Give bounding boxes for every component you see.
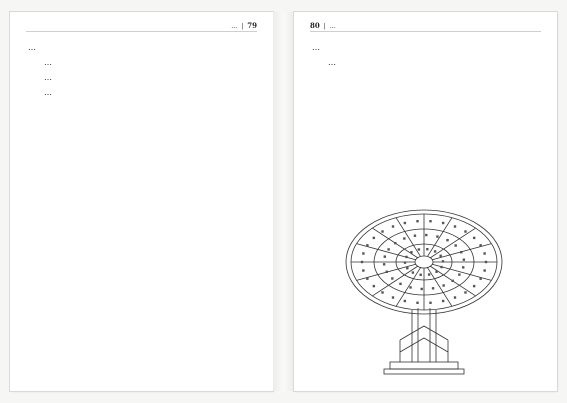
type-character-mark <box>412 271 414 273</box>
left-running-head-title: … <box>231 23 238 30</box>
type-character-mark <box>454 225 456 227</box>
type-character-mark <box>460 251 462 253</box>
type-character-mark <box>404 222 406 224</box>
type-character-mark <box>442 284 444 286</box>
right-head-rule <box>310 31 541 32</box>
right-page-number: 80 <box>310 21 320 30</box>
paragraph: … <box>44 88 52 97</box>
type-character-mark <box>362 252 364 254</box>
type-character-mark <box>418 248 420 250</box>
paragraph: … <box>312 43 320 52</box>
type-wheel-drawing <box>346 210 502 374</box>
type-character-mark <box>394 242 396 244</box>
base-brace-lower <box>400 338 448 352</box>
type-character-mark <box>425 234 427 236</box>
type-character-mark <box>410 251 412 253</box>
type-character-mark <box>416 302 418 304</box>
type-character-mark <box>429 220 431 222</box>
type-character-mark <box>428 273 430 275</box>
type-character-mark <box>392 225 394 227</box>
type-character-mark <box>373 237 375 239</box>
type-character-mark <box>464 230 466 232</box>
type-character-mark <box>458 273 460 275</box>
paragraph: … <box>328 58 336 67</box>
left-head-rule <box>26 31 257 32</box>
type-character-mark <box>366 277 368 279</box>
left-page-number: 79 <box>247 21 257 30</box>
type-character-mark <box>454 296 456 298</box>
type-character-mark <box>440 266 442 268</box>
right-running-head <box>310 21 336 30</box>
left-running-head <box>231 21 257 30</box>
left-page <box>10 12 273 391</box>
right-body-text <box>312 40 541 70</box>
wheel-spoke <box>427 218 451 257</box>
type-character-mark <box>386 271 388 273</box>
type-character-mark <box>406 267 408 269</box>
right-running-head-title: … <box>329 23 336 30</box>
wheel-spoke <box>430 228 475 258</box>
head-separator: | <box>241 23 244 30</box>
type-character-mark <box>383 263 385 265</box>
type-character-mark <box>409 286 411 288</box>
wheel-spokes <box>351 214 497 310</box>
head-separator: | <box>323 23 326 30</box>
type-character-mark <box>361 261 363 263</box>
wheel-spoke <box>427 268 451 307</box>
type-character-mark <box>403 237 405 239</box>
type-character-mark <box>362 269 364 271</box>
type-character-mark <box>434 250 436 252</box>
right-page <box>294 12 557 391</box>
wheel-hub <box>415 256 433 268</box>
type-character-mark <box>392 296 394 298</box>
type-character-mark <box>381 230 383 232</box>
type-character-mark <box>454 244 456 246</box>
type-character-mark <box>463 258 465 260</box>
type-character-mark <box>435 271 437 273</box>
base-foot <box>384 369 464 374</box>
type-character-mark <box>387 248 389 250</box>
type-character-mark <box>442 222 444 224</box>
wheel-spoke <box>396 218 420 257</box>
type-character-mark <box>405 256 407 258</box>
type-character-mark <box>442 260 444 262</box>
left-body-text <box>28 40 257 100</box>
type-character-mark <box>451 280 453 282</box>
type-character-mark <box>373 285 375 287</box>
type-character-mark <box>483 252 485 254</box>
type-character-mark <box>442 300 444 302</box>
type-character-mark <box>399 283 401 285</box>
book-gutter <box>273 12 294 391</box>
type-character-mark <box>462 266 464 268</box>
type-character-mark <box>429 302 431 304</box>
type-character-mark <box>426 248 428 250</box>
wheel-spoke <box>372 266 417 296</box>
type-character-mark <box>483 269 485 271</box>
type-character-mark <box>446 239 448 241</box>
type-character-mark <box>473 285 475 287</box>
type-character-mark <box>381 291 383 293</box>
type-character-mark <box>404 261 406 263</box>
type-character-mark <box>464 291 466 293</box>
base-plank <box>390 362 458 369</box>
type-character-mark <box>391 277 393 279</box>
type-character-mark <box>432 287 434 289</box>
paragraph: … <box>44 73 52 82</box>
type-character-mark <box>473 237 475 239</box>
type-character-mark <box>404 300 406 302</box>
type-character-mark <box>419 274 421 276</box>
type-character-mark <box>414 235 416 237</box>
type-wheel-illustration <box>334 190 514 380</box>
type-character-mark <box>439 255 441 257</box>
wheel-spoke <box>396 268 420 307</box>
type-character-mark <box>421 288 423 290</box>
type-character-mark <box>479 244 481 246</box>
type-character-mark <box>479 277 481 279</box>
type-character-mark <box>416 220 418 222</box>
paragraph: … <box>44 58 52 67</box>
paragraph: … <box>28 43 36 52</box>
type-character-mark <box>384 255 386 257</box>
type-character-mark <box>436 235 438 237</box>
type-character-mark <box>366 244 368 246</box>
type-character-mark <box>485 261 487 263</box>
